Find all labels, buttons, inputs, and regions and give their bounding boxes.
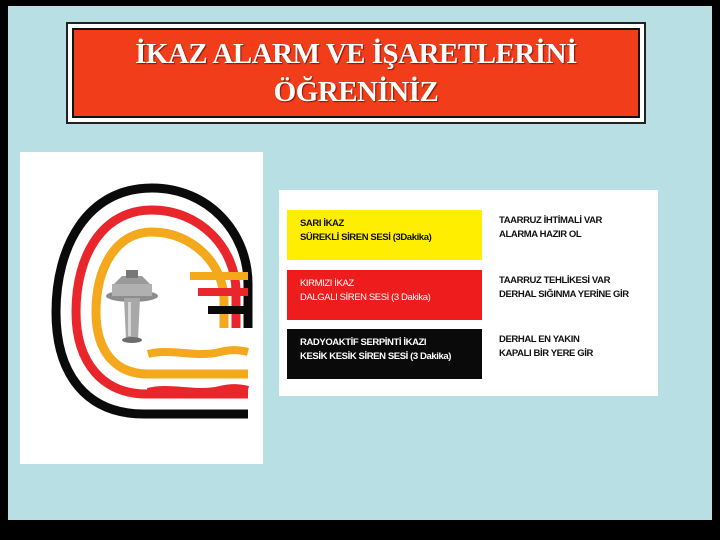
title-line-2: ÖĞRENİNİZ [273, 76, 439, 108]
title-banner-inner [72, 28, 640, 118]
signal-meaning [499, 333, 659, 361]
signal-sound: DALGALI SİREN SESİ (3 Dakika) [300, 292, 431, 303]
civil-defense-logo [20, 152, 263, 464]
signal-row-red [287, 270, 657, 320]
signal-meaning-line-2: KAPALI BİR YERE GİR [499, 348, 593, 359]
signal-sound: SÜREKLİ SİREN SESİ (3Dakika) [300, 232, 432, 243]
signal-meaning-line-2: DERHAL SIĞINMA YERİNE GİR [499, 289, 629, 300]
signal-cell-red [287, 270, 482, 320]
siren-logo-icon [20, 152, 263, 464]
bottom-border [0, 520, 720, 540]
right-border [712, 0, 720, 540]
alarm-signals-table [279, 190, 658, 396]
signal-row-yellow [287, 210, 657, 260]
left-border [0, 0, 8, 540]
signal-meaning-line-1: DERHAL EN YAKIN [499, 334, 580, 345]
signal-meaning-line-2: ALARMA HAZIR OL [499, 229, 582, 240]
top-border [0, 0, 720, 6]
signal-meaning [499, 214, 659, 242]
signal-meaning [499, 274, 659, 302]
signal-sound: KESİK KESİK SİREN SESİ (3 Dakika) [300, 351, 451, 362]
title-banner [66, 22, 646, 124]
signal-cell-black [287, 329, 482, 379]
signal-name: SARI İKAZ [300, 218, 344, 229]
title-line-1: İKAZ ALARM VE İŞARETLERİNİ [135, 38, 577, 70]
signal-cell-yellow [287, 210, 482, 260]
signal-meaning-line-1: TAARRUZ TEHLİKESİ VAR [499, 275, 611, 286]
slide-title [135, 35, 577, 111]
signal-meaning-line-1: TAARRUZ İHTİMALİ VAR [499, 215, 602, 226]
signal-name: KIRMIZI İKAZ [300, 278, 354, 289]
signal-name: RADYOAKTİF SERPİNTİ İKAZI [300, 337, 427, 348]
signal-row-black [287, 329, 657, 379]
